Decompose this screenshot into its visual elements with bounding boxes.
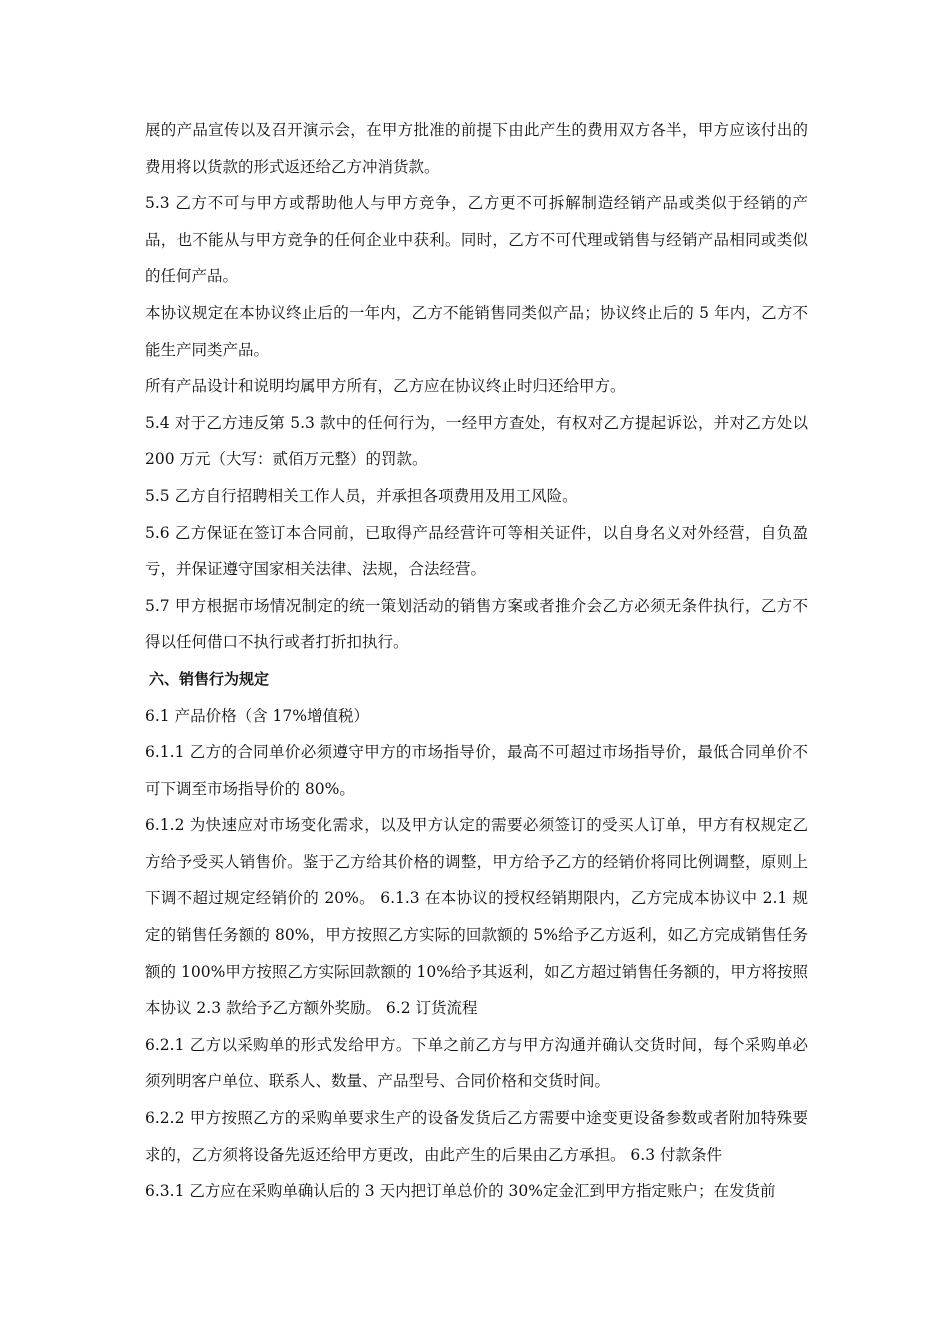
clause-5-7: 5.7 甲方根据市场情况制定的统一策划活动的销售方案或者推介会乙方必须无条件执行，乙方不得以任何借口不执行或者打折扣执行。 — [145, 596, 808, 652]
clause-6-2-1: 6.2.1 乙方以采购单的形式发给甲方。下单之前乙方与甲方沟通并确认交货时间，每个采购单必须列明客户单位、联系人、数量、产品型号、合同价格和交货时间。 — [145, 1035, 808, 1091]
clause-5-3-design-ownership: 所有产品设计和说明均属甲方所有，乙方应在协议终止时归还给甲方。 — [145, 377, 626, 396]
clause-6-1-2: 6.1.2 为快速应对市场变化需求，以及甲方认定的需要必须签订的受买人订单，甲方有权规定乙方给予受买人销售价。鉴于乙方给其价格的调整，甲方给予乙方的经销价将同比例调整，原则上下调不超过规定经销价的 20%。 6.1.3 在本协议的授权经销期限内，乙方完成本协议中 2.1 规定的销售任务额的 80%，甲方按照乙方实际的回款额的 5%给予乙方返利，如乙方完成销售任务额的 100%甲方按照乙方实际回款额的 10%给予其返利，如乙方超过销售任务额的，甲方将按照本协议 2.3 款给予乙方额外奖励。 6.2 订货流程 — [145, 816, 808, 1018]
document-body — [145, 112, 808, 1210]
clause-5-5: 5.5 乙方自行招聘相关工作人员，并承担各项费用及用工风险。 — [145, 486, 578, 505]
clause-5-4: 5.4 对于乙方违反第 5.3 款中的任何行为，一经甲方查处，有权对乙方提起诉讼，并对乙方处以 200 万元（大写：贰佰万元整）的罚款。 — [145, 413, 808, 469]
clause-6-1: 6.1 产品价格（含 17%增值税） — [145, 706, 369, 725]
clause-5-6: 5.6 乙方保证在签订本合同前，已取得产品经营许可等相关证件，以自身名义对外经营，自负盈亏，并保证遵守国家相关法律、法规，合法经营。 — [145, 523, 808, 579]
clause-6-1-1: 6.1.1 乙方的合同单价必须遵守甲方的市场指导价，最高不可超过市场指导价，最低合同单价不可下调至市场指导价的 80%。 — [145, 743, 808, 798]
clause-6-3-1: 6.3.1 乙方应在采购单确认后的 3 天内把订单总价的 30%定金汇到甲方指定账户；在发货前 — [145, 1182, 776, 1201]
section-heading-6: 六、销售行为规定 — [149, 669, 270, 688]
paragraph-5-2-continued: 展的产品宣传以及召开演示会，在甲方批准的前提下由此产生的费用双方各半，甲方应该付出的费用将以货款的形式返还给乙方冲消货款。 — [145, 121, 808, 176]
clause-5-3-noncompete-term: 本协议规定在本协议终止后的一年内，乙方不能销售同类似产品；协议终止后的 5 年内，乙方不能生产同类产品。 — [145, 303, 808, 359]
clause-6-2-2: 6.2.2 甲方按照乙方的采购单要求生产的设备发货后乙方需要中途变更设备参数或者附加特殊要求的，乙方须将设备先返还给甲方更改，由此产生的后果由乙方承担。 6.3 付款条件 — [145, 1109, 808, 1164]
clause-5-3: 5.3 乙方不可与甲方或帮助他人与甲方竞争，乙方更不可拆解制造经销产品或类似于经销的产品，也不能从与甲方竞争的任何企业中获利。同时，乙方不可代理或销售与经销产品相同或类似的任何产品。 — [145, 194, 808, 286]
